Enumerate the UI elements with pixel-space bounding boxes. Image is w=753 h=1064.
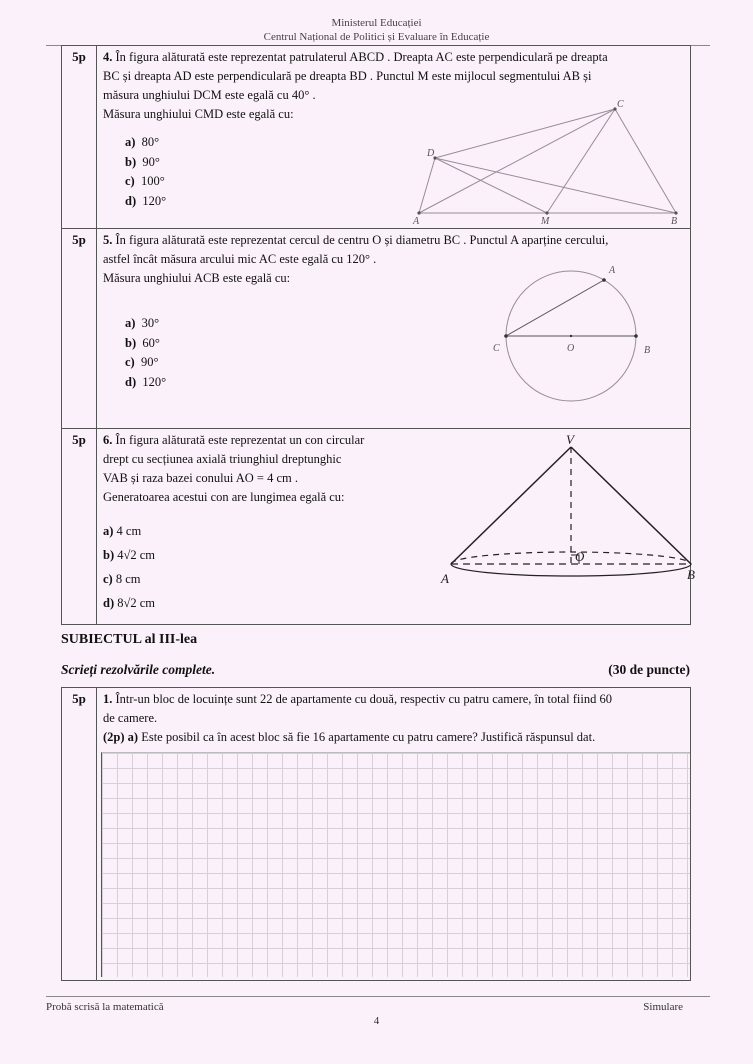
q6-points: 5p [62, 429, 97, 625]
option-value: 8√2 cm [117, 596, 156, 610]
point-B [674, 211, 677, 214]
header-ministry: Ministerul Educației [331, 17, 422, 29]
label-V: V [566, 432, 574, 447]
p1-line2: de camere. [103, 711, 158, 725]
segment-AD [419, 158, 435, 213]
point-B [634, 334, 638, 338]
option-label: c) [125, 174, 135, 188]
option-value: 100° [140, 174, 165, 188]
segment-DM [435, 158, 547, 213]
option-label: d) [125, 374, 137, 389]
label-B: B [644, 345, 651, 356]
generatrix-VB [571, 447, 691, 564]
p1-line1 [103, 690, 690, 709]
label-B: B [687, 567, 695, 582]
point-C [504, 334, 508, 338]
option-value: 120° [142, 193, 167, 208]
option-label: b) [103, 548, 115, 562]
option-label: b) [125, 335, 137, 350]
option-value: 4√2 cm [117, 548, 156, 562]
option-value: 80° [141, 135, 160, 149]
label-D: D [427, 148, 435, 159]
page-number: 4 [373, 1015, 380, 1027]
answer-grid[interactable] [101, 752, 690, 977]
section-instruction: Scrieți rezolvările complete. [61, 662, 216, 677]
q4-text1: În figura alăturată este reprezentat patrulaterul ABCD . Dreapta AC este perpendiculară pe dreapta [115, 50, 608, 64]
q5-line2: astfel încât măsura arcului mic AC este egală cu 120° . [103, 252, 377, 266]
p1-statement [97, 688, 690, 747]
q5-text1: În figura alăturată este reprezentat cercul de centru O și diametru BC . Punctul A aparține cercului, [115, 233, 609, 247]
label-A: A [609, 265, 616, 276]
label-A: A [441, 571, 449, 586]
option-label: d) [125, 193, 137, 208]
q4-question: Măsura unghiului CMD este egală cu: [103, 107, 294, 121]
footer-divider [46, 996, 710, 997]
q5-line1 [103, 231, 690, 250]
q4-number: 4. [103, 50, 113, 64]
section-title: SUBIECTUL al III-lea [61, 632, 198, 647]
q6-cone-figure [407, 432, 697, 619]
point-O [570, 335, 572, 337]
q4-line3: măsura unghiului DCM este egală cu 40° . [103, 88, 316, 102]
q5-question: Măsura unghiului ACB este egală cu: [103, 271, 291, 285]
option-value: 60° [142, 335, 160, 350]
base-front-arc [451, 564, 691, 576]
p1-part-text: Este posibil ca în acest bloc să fie 16 apartamente cu patru camere? Justifică răspunsul dat. [141, 730, 596, 744]
q4-line2: BC și dreapta AD este perpendiculară pe dreapta BD . Punctul M este mijlocul segmentului AB și [103, 69, 592, 83]
label-B: B [671, 216, 678, 227]
footer-right: Simulare [643, 1001, 683, 1013]
p1-part-points: (2p) [103, 730, 125, 744]
option-value: 4 cm [116, 524, 142, 538]
option-value: 120° [142, 374, 167, 389]
label-M: M [541, 216, 550, 227]
point-M [545, 211, 548, 214]
p1-part-a [103, 728, 690, 747]
p1-text1: Într-un bloc de locuințe sunt 22 de apartamente cu două, respectiv cu patru camere, în total fiind 60 [115, 692, 612, 706]
q5-points: 5p [62, 229, 97, 429]
label-O: O [567, 343, 575, 354]
q6-text1: În figura alăturată este reprezentat un con circular [115, 433, 365, 447]
option-label: a) [125, 316, 136, 330]
option-label: c) [125, 355, 135, 369]
option-value: 30° [141, 316, 160, 330]
q6-line3: VAB și raza bazei conului AO = 4 cm . [103, 471, 298, 485]
p1-number: 1. [103, 692, 113, 706]
p1-part-label: a) [127, 730, 139, 744]
q4-quadrilateral-figure [413, 96, 683, 226]
option-value: 90° [140, 355, 159, 369]
question-6-row [62, 429, 691, 625]
label-C: C [617, 99, 624, 110]
problem-1-row [62, 688, 691, 981]
segment-CB [615, 109, 676, 213]
questions-table [61, 45, 695, 625]
q5-number: 5. [103, 233, 113, 247]
label-A: A [413, 216, 420, 227]
option-value: 8 cm [115, 572, 141, 586]
point-A [417, 211, 420, 214]
footer-left: Probă scrisă la matematică [46, 1001, 164, 1013]
option-label: a) [125, 135, 136, 149]
option-label: d) [103, 596, 115, 610]
header-center: Centrul Național de Politici și Evaluare în Educație [263, 31, 490, 43]
problem-1 [97, 688, 691, 981]
q6-line2: drept cu secțiunea axială triunghiul dreptunghic [103, 452, 342, 466]
q4-line1 [103, 48, 690, 67]
question-4 [97, 46, 691, 229]
point-A [602, 278, 606, 282]
question-4-row [62, 46, 691, 229]
section-total-points: (30 de puncte) [608, 662, 690, 677]
q6-number: 6. [103, 433, 113, 447]
option-label: a) [103, 524, 114, 538]
problem-table [61, 687, 691, 981]
q5-circle-figure [493, 261, 677, 411]
q6-question: Generatoarea acestui con are lungimea egală cu: [103, 490, 345, 504]
question-5 [97, 229, 691, 429]
label-C: C [493, 343, 500, 354]
generatrix-VA [451, 447, 571, 564]
chord-CA [506, 280, 604, 336]
option-value: 90° [142, 154, 160, 169]
p1-points: 5p [62, 688, 97, 981]
option-label: b) [125, 154, 137, 169]
q4-points: 5p [62, 46, 97, 229]
question-6 [97, 429, 695, 625]
option-label: c) [103, 572, 113, 586]
label-O: O [575, 549, 585, 564]
question-5-row [62, 229, 691, 429]
